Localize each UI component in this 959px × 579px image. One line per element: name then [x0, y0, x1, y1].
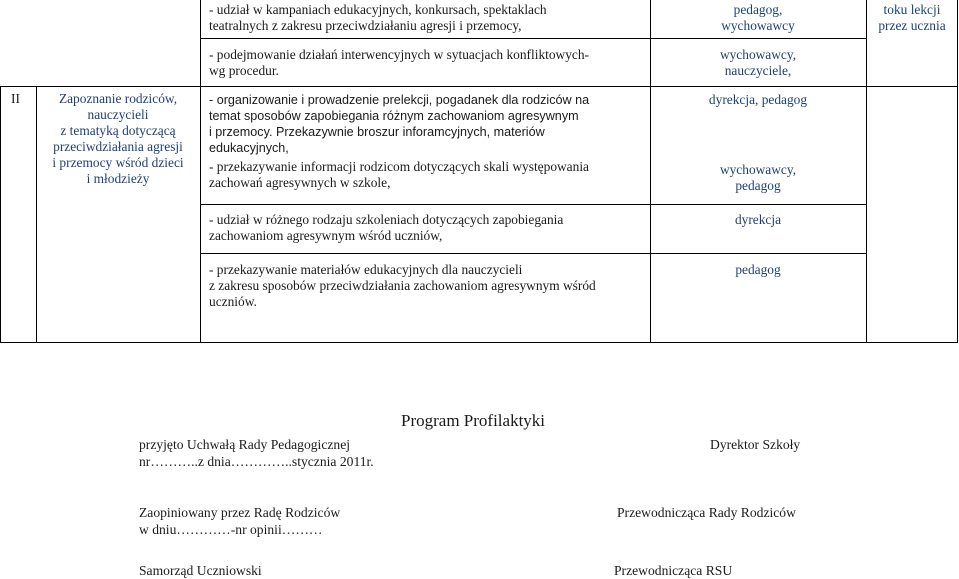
materials-line1: - przekazywanie materiałów edukacyjnych dla nauczycieli [209, 262, 523, 277]
second-activity-line1: - podejmowanie działań interwencyjnych w sytuacjach konfliktowych- [209, 47, 590, 62]
top-who-line1: pedagog, [733, 2, 783, 17]
task-line1: Zapoznanie rodziców, [58, 91, 178, 106]
task-line4: przeciwdziałania agresji [53, 139, 183, 154]
task-line3: z tematyką dotyczącą [60, 123, 176, 138]
top-who [651, 2, 865, 34]
row-divider-3 [200, 204, 650, 205]
training-activity [209, 212, 647, 244]
prelections-line3: i przemocy. Przekazywnie broszur inforamcyjnych, materiów [209, 125, 545, 139]
prelections-line2: temat sposobów zapobiegania różnym zachowaniom agresywnym [209, 109, 579, 123]
task-line5: i przemocy wśród dzieci [52, 155, 184, 170]
training-line1: - udział w różnego rodzaju szkoleniach dotyczących zapobiegania [209, 212, 564, 227]
opinion-line2: w dniu…………-nr opinii……… [139, 522, 323, 537]
informing-line2: zachowań agresywnych w szkole, [209, 175, 391, 190]
training-line2: zachowaniom agresywnym wśród uczniów, [209, 228, 443, 243]
materials-who: pedagog [735, 262, 781, 277]
col-divider-2 [200, 0, 201, 343]
who-informing [651, 162, 865, 194]
row-divider-2 [0, 86, 958, 87]
student-government-label: Samorząd Uczniowski [139, 563, 262, 578]
activity-prelections [209, 92, 647, 156]
materials-line2: z zakresu sposobów przeciwdziałania zachowaniom agresywnym wśród [209, 278, 596, 293]
activity-informing [209, 159, 647, 191]
top-time-line2: przez ucznia [878, 18, 946, 33]
who-prelections: dyrekcja, pedagog [708, 92, 808, 107]
adopted-line1: przyjęto Uchwałą Rady Pedagogicznej [139, 437, 351, 452]
second-who-line2: nauczyciele, [724, 63, 792, 78]
row-divider-1b [650, 38, 866, 39]
second-activity-line2: wg procedur. [209, 63, 279, 78]
table-left-border [0, 86, 1, 343]
second-activity [209, 47, 645, 79]
second-who-line1: wychowawcy, [719, 47, 797, 62]
row-divider-4b [650, 253, 866, 254]
training-who: dyrekcja [734, 212, 782, 227]
prelections-line4: edukacyjnych, [209, 141, 289, 155]
who-informing-line2: pedagog [735, 178, 781, 193]
table-bottom-border [0, 342, 958, 343]
second-who [651, 47, 865, 79]
task-description [37, 91, 199, 187]
row-number: II [11, 91, 20, 106]
opinion-line1: Zaopiniowany przez Radę Rodziców [139, 505, 341, 520]
col-divider-4 [866, 0, 867, 343]
director-signature-label: Dyrektor Szkoły [710, 437, 801, 452]
parents-council-chair-label: Przewodnicząca Rady Rodziców [617, 505, 796, 520]
row-divider-4 [200, 253, 650, 254]
document-title: Program Profilaktyki [401, 411, 546, 430]
informing-line1: - przekazywanie informacji rodzicom dotyczących skali występowania [209, 159, 589, 174]
top-activity-line1: - udział w kampaniach edukacyjnych, konkursach, spektaklach [209, 2, 547, 17]
top-activity-line2: teatralnych z zakresu przeciwdziałaniu agresji i przemocy, [209, 18, 522, 33]
top-activity [209, 2, 645, 34]
prelections-line1: - organizowanie i prowadzenie prelekcji, pogadanek dla rodziców na [209, 93, 590, 107]
table-right-border [957, 0, 958, 343]
top-time [867, 2, 957, 34]
rsu-chair-label: Przewodnicząca RSU [614, 563, 733, 578]
top-time-line1: toku lekcji [883, 2, 941, 17]
top-who-line2: wychowawcy [721, 18, 795, 33]
row-divider-3b [650, 204, 866, 205]
adopted-line2: nr………..z dnia…………..stycznia 2011r. [139, 454, 374, 469]
materials-line3: uczniów. [209, 294, 257, 309]
row-divider-1 [200, 38, 650, 39]
who-informing-line1: wychowawcy, [719, 162, 797, 177]
task-line6: i młodzieży [86, 171, 150, 186]
task-line2: nauczycieli [87, 107, 149, 122]
materials-activity [209, 262, 647, 310]
